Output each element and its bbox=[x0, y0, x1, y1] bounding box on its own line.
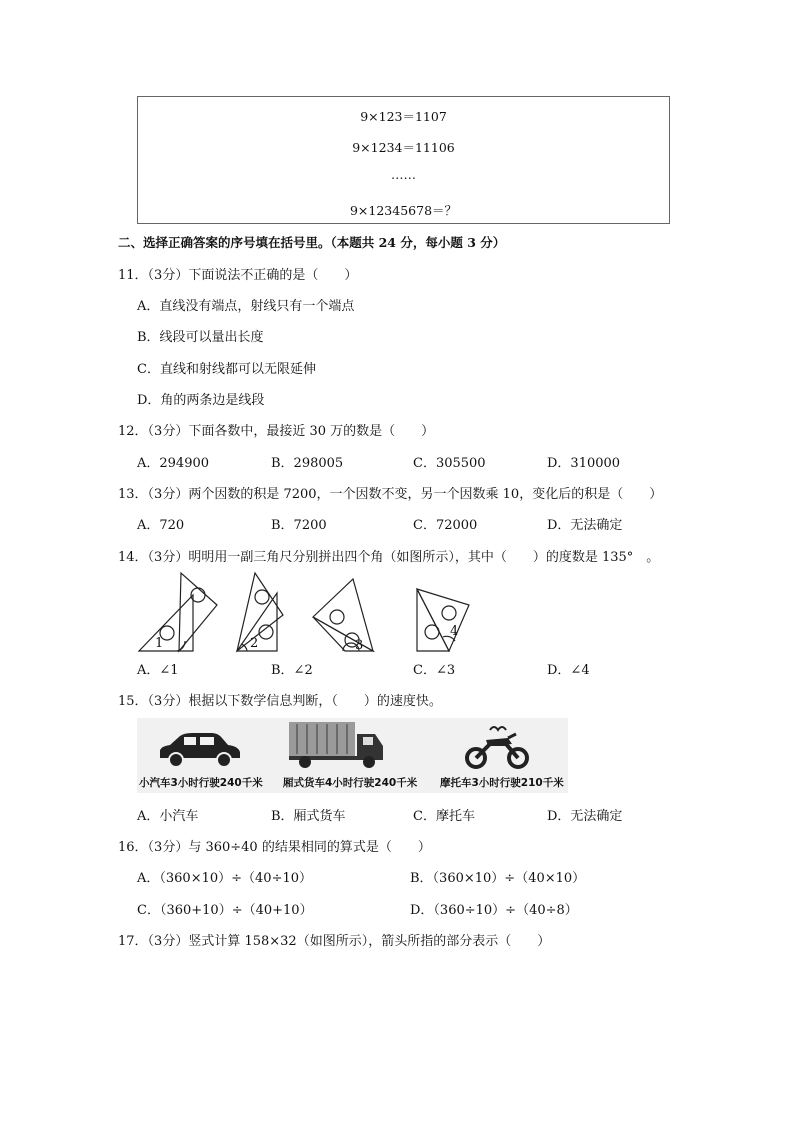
truck-caption: 厢式货车4小时行驶240千米 bbox=[283, 777, 418, 789]
q15-option-c[interactable]: C．摩托车 bbox=[413, 809, 475, 824]
q14-option-c[interactable]: C．∠3 bbox=[413, 663, 456, 678]
q16-option-a[interactable]: A．（360×10）÷（40÷10） bbox=[137, 871, 313, 886]
car-icon bbox=[156, 728, 242, 772]
section-header: 二、选择正确答案的序号填在括号里。（本题共 24 分，每小题 3 分） bbox=[118, 235, 506, 250]
angle-2-label: 2 bbox=[250, 636, 259, 651]
pattern-box bbox=[137, 96, 670, 224]
q11-option-c[interactable]: C．直线和射线都可以无限延伸 bbox=[137, 362, 316, 377]
q14-option-b[interactable]: B．∠2 bbox=[271, 663, 313, 678]
angle-4-figure bbox=[417, 589, 469, 651]
q12-option-c[interactable]: C．305500 bbox=[413, 456, 486, 471]
q11-option-d[interactable]: D．角的两条边是线段 bbox=[137, 393, 265, 408]
pattern-line-4: 9×12345678＝？ bbox=[349, 203, 458, 218]
question-17-stem: 17．（3分）竖式计算 158×32（如图所示），箭头所指的部分表示（ ） bbox=[118, 934, 551, 949]
motorcycle-caption: 摩托车3小时行驶210千米 bbox=[440, 777, 564, 789]
q15-option-d[interactable]: D．无法确定 bbox=[547, 809, 623, 824]
question-12-stem: 12．（3分）下面各数中，最接近 30 万的数是（ ） bbox=[118, 424, 435, 439]
q13-option-b[interactable]: B．7200 bbox=[271, 518, 327, 533]
q11-option-b[interactable]: B．线段可以量出长度 bbox=[137, 330, 264, 345]
q15-option-a[interactable]: A．小汽车 bbox=[137, 809, 199, 824]
angle-1-label: 1 bbox=[155, 636, 164, 651]
q13-option-c[interactable]: C．72000 bbox=[413, 518, 478, 533]
q12-option-a[interactable]: A．294900 bbox=[137, 456, 210, 471]
q12-option-b[interactable]: B．298005 bbox=[271, 456, 344, 471]
angle-3-label: 3 bbox=[355, 638, 364, 653]
q16-option-b[interactable]: B．（360×10）÷（40×10） bbox=[410, 871, 586, 886]
triangle-angles-figure bbox=[137, 565, 477, 655]
pattern-ellipsis: …… bbox=[391, 167, 416, 182]
q11-option-a[interactable]: A．直线没有端点，射线只有一个端点 bbox=[137, 299, 355, 314]
question-15-stem: 15．（3分）根据以下数学信息判断，（ ）的速度快。 bbox=[118, 694, 442, 709]
q12-option-d[interactable]: D．310000 bbox=[547, 456, 621, 471]
question-16-stem: 16．（3分）与 360÷40 的结果相同的算式是（ ） bbox=[118, 840, 431, 855]
q14-option-a[interactable]: A．∠1 bbox=[137, 663, 179, 678]
question-13-stem: 13．（3分）两个因数的积是 7200，一个因数不变，另一个因数乘 10，变化后的积是（ ） bbox=[118, 487, 663, 502]
angle-2-figure bbox=[237, 573, 283, 651]
q16-option-d[interactable]: D．（360÷10）÷（40÷8） bbox=[410, 903, 578, 918]
pattern-line-1: 9×123＝1107 bbox=[360, 109, 447, 124]
angle-4-label: 4 bbox=[450, 624, 459, 639]
question-11-stem: 11．（3分）下面说法不正确的是（ ） bbox=[118, 268, 358, 283]
motorcycle-icon bbox=[464, 722, 530, 770]
q16-option-c[interactable]: C．（360+10）÷（40+10） bbox=[137, 903, 313, 918]
box-truck-icon bbox=[287, 720, 387, 772]
q14-option-d[interactable]: D．∠4 bbox=[547, 663, 590, 678]
pattern-line-2: 9×1234＝11106 bbox=[352, 140, 455, 155]
q15-option-b[interactable]: B．厢式货车 bbox=[271, 809, 346, 824]
q13-option-a[interactable]: A．720 bbox=[137, 518, 185, 533]
car-caption: 小汽车3小时行驶240千米 bbox=[139, 777, 263, 789]
question-14-stem: 14．（3分）明明用一副三角尺分别拼出四个角（如图所示），其中（ ）的度数是 135° 。 bbox=[118, 550, 660, 565]
angle-3-figure bbox=[313, 579, 373, 651]
angle-1-figure bbox=[139, 573, 217, 651]
q13-option-d[interactable]: D．无法确定 bbox=[547, 518, 623, 533]
